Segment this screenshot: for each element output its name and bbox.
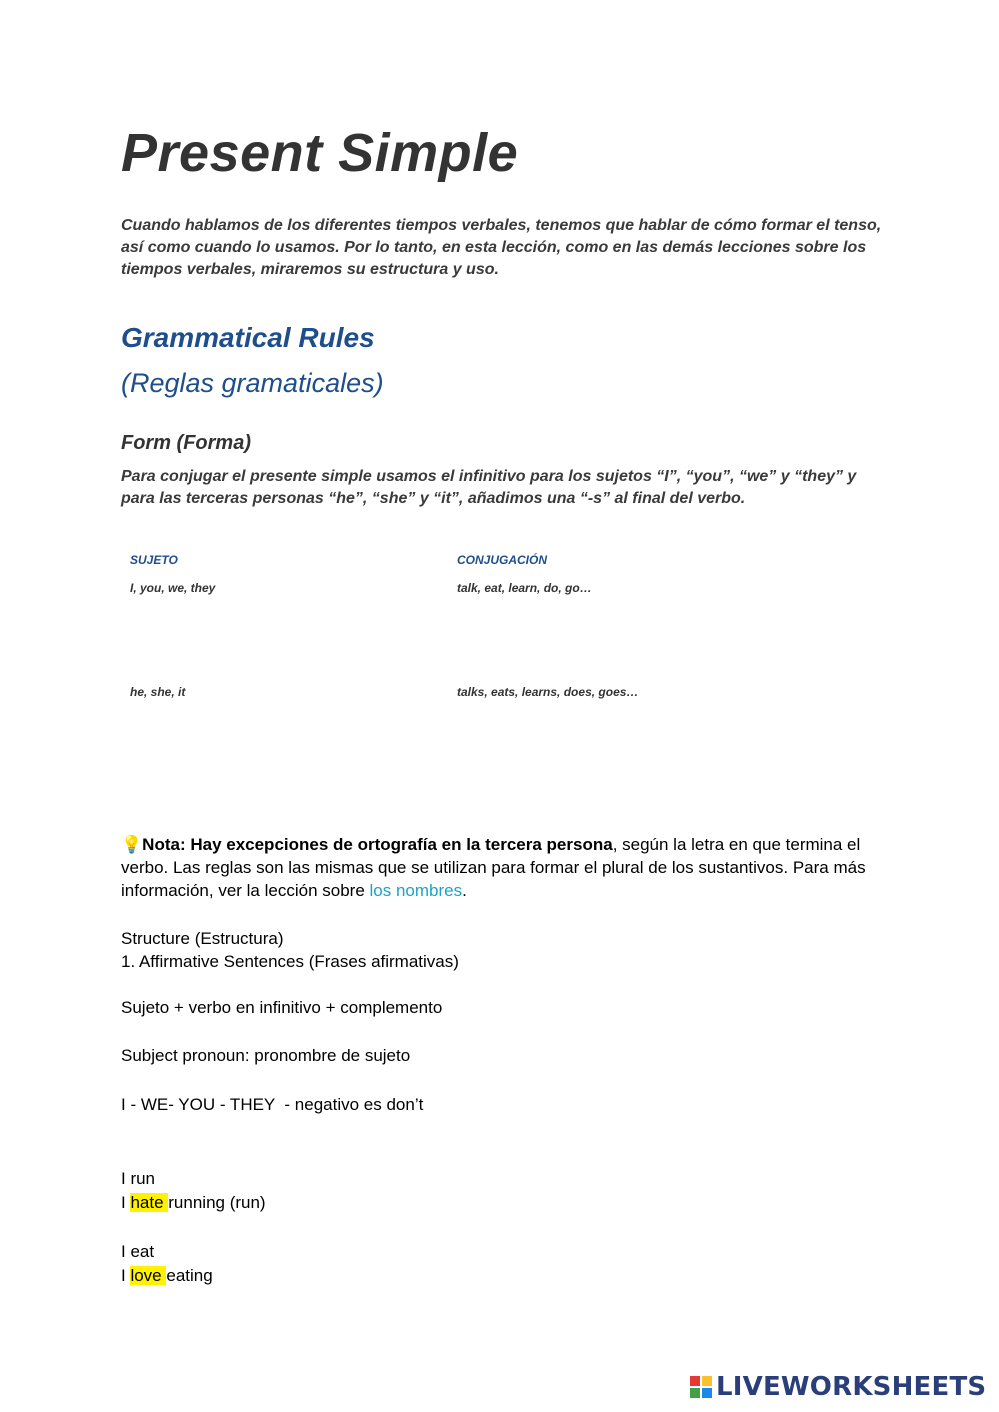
logo-text: LIVEWORKSHEETS (716, 1372, 987, 1402)
example-line (121, 1264, 213, 1287)
table-header-subject: SUJETO (130, 553, 178, 567)
logo-square (690, 1376, 700, 1386)
los-nombres-link[interactable]: los nombres (369, 881, 463, 900)
note-text: , según la letra en que termina el verbo. Las reglas son las mismas que se utilizan para formar el plural de los sustantivos. Para más información, ver la lección sobre (121, 835, 866, 900)
structure-formula: Sujeto + verbo en infinitivo + complemento (121, 998, 443, 1017)
logo-square (702, 1376, 712, 1386)
highlighted-word: love (130, 1266, 167, 1285)
example-text: running (run) (168, 1193, 266, 1212)
example-line (121, 1191, 266, 1214)
example-text: I (121, 1193, 131, 1212)
logo-square (690, 1388, 700, 1398)
section-heading: Grammatical Rules (121, 322, 375, 353)
note-bold: Nota: Hay excepciones de ortografía en la tercera persona (142, 835, 613, 854)
page-title: Present Simple (121, 123, 519, 183)
negative-line: I - WE- YOU - THEY - negativo es don’t (121, 1095, 424, 1114)
example-line: I eat (121, 1242, 155, 1261)
pronoun-line: Subject pronoun: pronombre de sujeto (121, 1046, 411, 1065)
example-line: I run (121, 1169, 156, 1188)
structure-item: 1. Affirmative Sentences (Frases afirmativas) (121, 952, 459, 971)
liveworksheets-logo (690, 1372, 986, 1402)
example-text: I (121, 1266, 131, 1285)
example-text: eating (166, 1266, 213, 1285)
section-subheading: (Reglas gramaticales) (121, 368, 384, 398)
table-cell: talk, eat, learn, do, go… (457, 581, 592, 595)
note-paragraph (121, 833, 881, 902)
highlighted-word: hate (130, 1193, 169, 1212)
logo-icon (690, 1376, 712, 1398)
structure-heading: Structure (Estructura) (121, 929, 284, 948)
form-paragraph: Para conjugar el presente simple usamos el infinitivo para los sujetos “I”, “you”, “we” y “they” y para las terceras personas “he”, “she” y “it”, añadimos una “-s” al final del verbo. (121, 468, 857, 507)
intro-paragraph: Cuando hablamos de los diferentes tiempos verbales, tenemos que hablar de cómo formar el tenso, así como cuando lo usamos. Por lo tanto, en esta lección, como en las demás lecciones sobre los tiempos verbales, miraremos su estructura y uso. (121, 217, 882, 278)
table-cell: I, you, we, they (130, 581, 216, 595)
table-cell: talks, eats, learns, does, goes… (457, 685, 639, 699)
lightbulb-icon: 💡 (121, 835, 143, 854)
note-end: . (462, 881, 467, 900)
form-heading: Form (Forma) (121, 432, 251, 454)
logo-square (702, 1388, 712, 1398)
table-header-conjugation: CONJUGACIÓN (457, 553, 548, 567)
table-cell: he, she, it (130, 685, 186, 699)
